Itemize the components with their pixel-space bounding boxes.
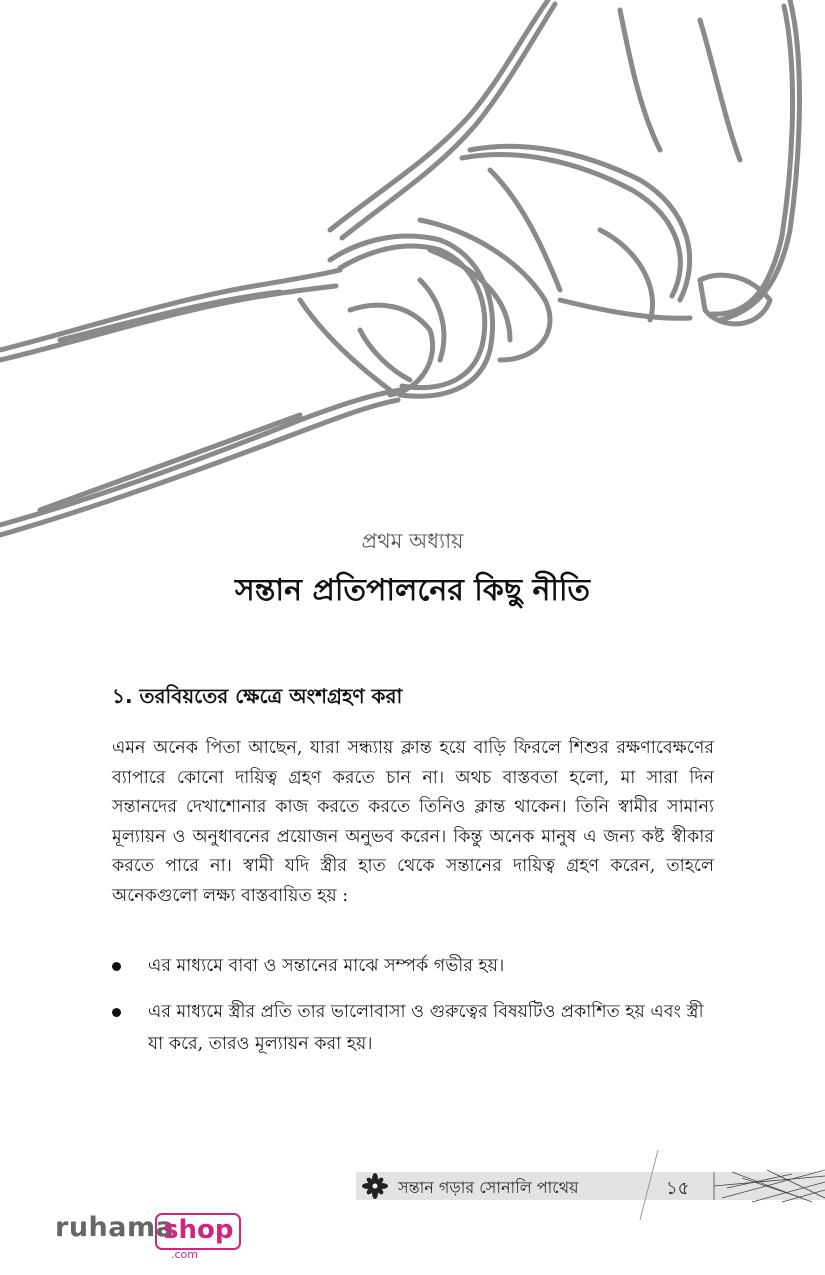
flower-ornament-icon bbox=[360, 1172, 390, 1200]
footer-book-title: সন্তান গড়ার সোনালি পাথেয় bbox=[398, 1178, 579, 1197]
list-item bbox=[112, 950, 722, 982]
body-paragraph: এমন অনেক পিতা আছেন, যারা সন্ধ্যায় ক্লান্ত হয়ে বাড়ি ফিরলে শিশুর রক্ষণাবেক্ষণের ব্যাপারে কোনো দায়িত্ব গ্রহণ করতে চান না। অথচ বাস্তবতা হলো, মা সারা দিন সন্তানদের দেখাশোনার কাজ করতে করতে তিনিও ক্লান্ত থাকেন। তিনি স্বামীর সামান্য মূল্যায়ন ও অনুধাবনের প্রয়োজন অনুভব করেন। কিন্তু অনেক মানুষ এ জন্য কষ্ট স্বীকার করতে পারে না। স্বামী যদি স্ত্রীর হাত থেকে সন্তানের দায়িত্ব গ্রহণ করেন, তাহলে অনেকগুলো লক্ষ্য বাস্তবায়িত হয় : bbox=[112, 738, 714, 906]
page-number: ১৫ bbox=[666, 1178, 690, 1199]
hands-illustration bbox=[0, 0, 825, 545]
logo-text-ruhama: ruhama bbox=[55, 1212, 175, 1243]
ruhamashop-logo bbox=[55, 1212, 245, 1262]
chapter-label: প্রথম অধ্যায় bbox=[361, 529, 464, 553]
chapter-title: সন্তান প্রতিপালনের কিছু নীতি bbox=[234, 573, 591, 608]
list-item bbox=[112, 996, 722, 1060]
list-item-text: এর মাধ্যমে বাবা ও সন্তানের মাঝে সম্পর্ক গভীর হয়। bbox=[148, 956, 505, 976]
footer-line-decoration bbox=[712, 1168, 825, 1204]
footer-divider bbox=[628, 1150, 668, 1220]
bullet-icon bbox=[112, 1008, 121, 1017]
logo-domain: .com bbox=[171, 1248, 198, 1261]
logo-text-shop: shop bbox=[155, 1213, 241, 1250]
section-heading: ১. তরবিয়তের ক্ষেত্রে অংশগ্রহণ করা bbox=[112, 684, 403, 708]
bullet-list bbox=[112, 950, 722, 1074]
bullet-icon bbox=[112, 962, 121, 971]
list-item-text: এর মাধ্যমে স্ত্রীর প্রতি তার ভালোবাসা ও গুরুত্বের বিষয়টিও প্রকাশিত হয় এবং স্ত্রী যা করে, তারও মূল্যায়ন করা হয়। bbox=[148, 1002, 704, 1054]
